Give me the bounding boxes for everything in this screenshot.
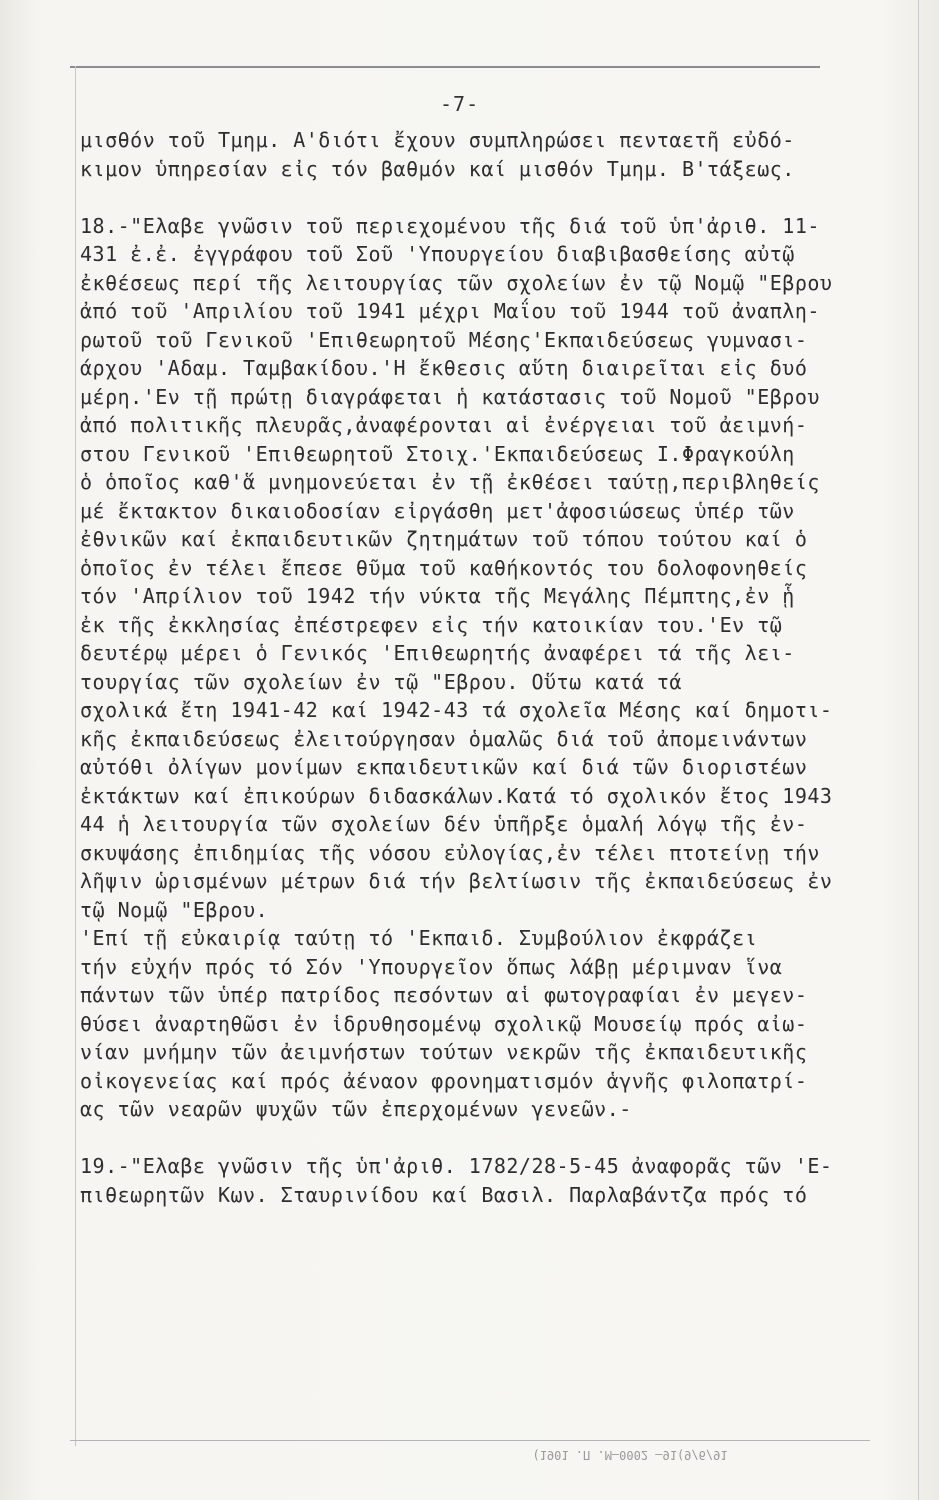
paragraph-19 xyxy=(80,1152,900,1209)
text-line: ρωτοῦ τοῦ Γενικοῦ 'Επιθεωρητοῦ Μέσης'Εκπαιδεύσεως γυμνασι- xyxy=(80,327,808,352)
paragraph-1 xyxy=(80,126,900,183)
text-line: ἐκ τῆς ἐκκλησίας ἐπέστρεφεν εἰς τήν κατοικίαν του.'Εν τῷ xyxy=(80,612,783,637)
text-line: στου Γενικοῦ 'Επιθεωρητοῦ Στοιχ.'Εκπαιδεύσεως Ι.Φραγκούλη xyxy=(80,441,795,466)
text-line: ας τῶν νεαρῶν ψυχῶν τῶν ἐπερχομένων γενεῶν.- xyxy=(80,1097,632,1121)
paragraph-gap xyxy=(80,1124,900,1153)
text-line: πιθεωρητῶν Κων. Σταυρινίδου καί Βασιλ. Παρλαβάντζα πρός τό xyxy=(80,1182,808,1207)
text-line: δευτέρῳ μέρει ὁ Γενικός 'Επιθεωρητής ἀναφέρει τά τῆς λει- xyxy=(80,641,795,665)
paragraph-gap xyxy=(80,183,900,212)
text-line: ἐκτάκτων καί ἐπικούρων διδασκάλων.Κατά τό σχολικόν ἔτος 1943 xyxy=(80,783,833,808)
text-line: ἐθνικῶν καί ἐκπαιδευτικῶν ζητημάτων τοῦ τόπου τούτου καί ὁ xyxy=(80,527,808,551)
text-line: μισθόν τοῦ Τμημ. Α'διότι ἔχουν συμπληρώσει πενταετῆ εὐδό- xyxy=(80,128,795,152)
text-line: τόν 'Απρίλιον τοῦ 1942 τήν νύκτα τῆς Μεγάλης Πέμπτης,ἐν ᾗ xyxy=(80,584,795,608)
text-line: λῆψιν ὡρισμένων μέτρων διά τήν βελτίωσιν τῆς ἐκπαιδεύσεως ἐν xyxy=(80,869,833,893)
text-line: σκυψάσης ἐπιδημίας τῆς νόσου εὐλογίας,ἐν τέλει πτοτείνῃ τήν xyxy=(80,840,820,865)
text-line: νίαν μνήμην τῶν ἀειμνήστων τούτων νεκρῶν τῆς ἐκπαιδευτικῆς xyxy=(80,1040,808,1064)
text-line: μέ ἔκτακτον δικαιοδοσίαν εἰργάσθη μετ'ἀφοσιώσεως ὑπέρ τῶν xyxy=(80,498,795,523)
text-line: ὁ ὁποῖος καθ'ἅ μνημονεύεται ἐν τῇ ἐκθέσει ταύτῃ,περιβληθείς xyxy=(80,470,820,494)
text-line: τήν εὐχήν πρός τό Σόν 'Υπουργεῖον ὅπως λάβῃ μέριμναν ἵνα xyxy=(80,954,783,979)
text-line: πάντων τῶν ὑπέρ πατρίδος πεσόντων αἱ φωτογραφίαι ἐν μεγεν- xyxy=(80,983,808,1007)
text-line: 44 ἡ λειτουργία τῶν σχολείων δέν ὑπῆρξε ὁμαλή λόγῳ τῆς ἐν- xyxy=(80,812,808,836)
text-line: ἐκθέσεως περί τῆς λειτουργίας τῶν σχολείων ἐν τῷ Νομῷ "Εβρου xyxy=(80,270,833,295)
text-line: τουργίας τῶν σχολείων ἐν τῷ "Εβρου. Οὕτω κατά τά xyxy=(80,669,682,694)
bottom-rule xyxy=(70,1440,870,1441)
text-line: 18.-"Ελαβε γνῶσιν τοῦ περιεχομένου τῆς διά τοῦ ὑπ'ἀριθ. 11- xyxy=(80,213,820,238)
footer-print-mark: (1901 .Π .M—0002 —91(9/6/91 xyxy=(532,1448,728,1462)
text-line: τῷ Νομῷ "Εβρου. xyxy=(80,897,269,922)
text-line: αὐτόθι ὀλίγων μονίμων εκπαιδευτικῶν καί διά τῶν διοριστέων xyxy=(80,755,808,779)
text-line: κῆς ἐκπαιδεύσεως ἐλειτούργησαν ὁμαλῶς διά τοῦ ἀπομεινάντων xyxy=(80,726,808,751)
text-line: μέρη.'Εν τῇ πρώτῃ διαγράφεται ἡ κατάστασις τοῦ Νομοῦ "Εβρου xyxy=(80,384,820,409)
text-line: 19.-"Ελαβε γνῶσιν τῆς ὑπ'ἀριθ. 1782/28-5-45 ἀναφορᾶς τῶν 'Ε- xyxy=(80,1154,833,1178)
page-number: -7- xyxy=(440,92,480,116)
text-line: θύσει ἀναρτηθῶσι ἐν ἱδρυθησομένῳ σχολικῷ Μουσείῳ πρός αἰω- xyxy=(80,1011,808,1036)
text-line: ἀπό τοῦ 'Απριλίου τοῦ 1941 μέχρι Μαΐου τοῦ 1944 τοῦ ἀναπλη- xyxy=(80,299,820,323)
text-line: οἰκογενείας καί πρός ἀέναον φρονηματισμόν ἁγνῆς φιλοπατρί- xyxy=(80,1068,808,1093)
left-margin-line xyxy=(75,66,76,1446)
text-line: ὁποῖος ἐν τέλει ἔπεσε θῦμα τοῦ καθήκοντός του δολοφονηθείς xyxy=(80,555,808,580)
paragraph-18 xyxy=(80,212,900,1124)
text-line: 431 ἐ.ἐ. ἐγγράφου τοῦ Σοῦ 'Υπουργείου διαβιβασθείσης αὐτῷ xyxy=(80,242,795,266)
text-line: άρχου 'Αδαμ. Ταμβακίδου.'Η ἔκθεσις αὕτη διαιρεῖται εἰς δυό xyxy=(80,356,808,380)
body-text xyxy=(80,126,900,1209)
text-line: κιμον ὑπηρεσίαν εἰς τόν βαθμόν καί μισθόν Τμημ. Β'τάξεως. xyxy=(80,156,795,181)
top-rule xyxy=(70,66,820,68)
text-line: σχολικά ἔτη 1941-42 καί 1942-43 τά σχολεῖα Μέσης καί δημοτι- xyxy=(80,698,833,722)
text-line: 'Επί τῇ εὐκαιρίᾳ ταύτῃ τό 'Εκπαιδ. Συμβούλιον ἐκφράζει xyxy=(80,926,758,950)
text-line: ἀπό πολιτικῆς πλευρᾶς,ἀναφέρονται αἱ ἐνέργειαι τοῦ ἀειμνή- xyxy=(80,413,808,437)
right-edge-line xyxy=(918,0,919,1500)
